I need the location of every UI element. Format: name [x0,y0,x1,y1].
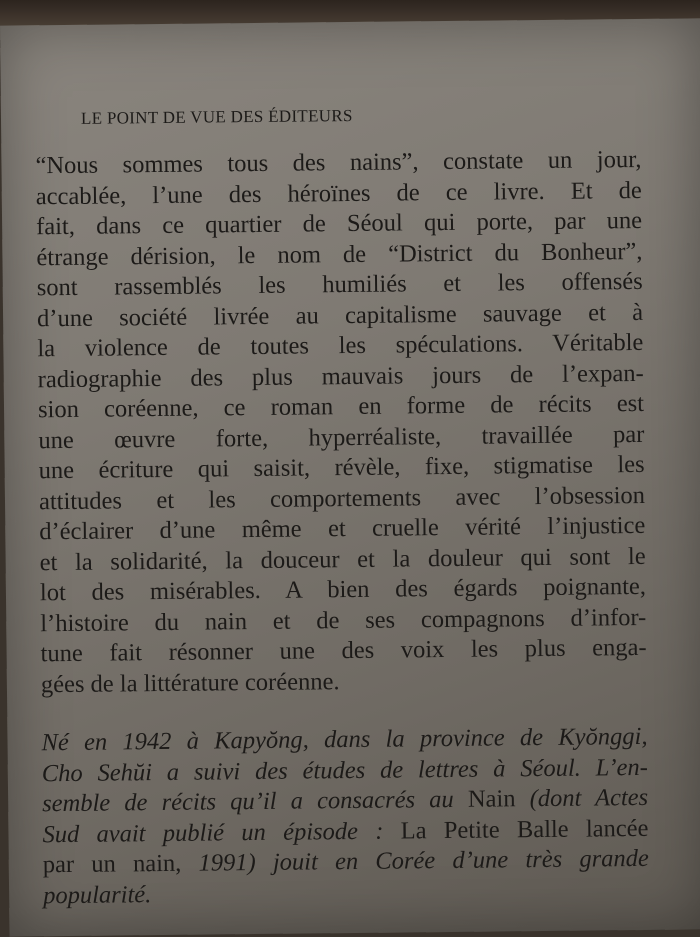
paragraph-line: lot des misérables. A bien des égards poignante, [39,572,647,607]
paragraph-line: gées de la littérature coréenne. [40,667,340,698]
section-heading: LE POINT DE VUE DES ÉDITEURS [80,105,353,128]
paragraph-line: d’éclairer d’une même et cruelle vérité l’injustice [39,511,646,546]
paragraph-line: accablée, l’une des héroïnes de ce livre. Et de [35,176,642,210]
paragraph-line: sont rassemblés les humiliés et les offensés [36,267,643,302]
page-content [35,103,649,911]
paragraph-line: radiographie des plus mauvais jours de l’expan- [37,359,644,393]
bio-line: popularité. [42,880,152,909]
paragraph-line: tune fait résonner une des voix les plus enga- [40,633,647,668]
paragraph-line: une écriture qui saisit, révèle, fixe, stigmatise les [38,450,645,485]
bio-line: Né en 1942 à Kapyŏng, dans la province de Kyŏnggi, [41,722,648,757]
paragraph-line: “Nous sommes tous des nains”, constate un jour, [35,145,642,180]
book-title-nain: Nain [467,785,516,813]
bio-line [43,844,649,881]
paragraph-line: attitudes et les comportements avec l’obsession [38,481,646,515]
bio-text: 1991) jouit en Corée d’une très grande [181,844,649,877]
book-title-petite-balle: La Petite Balle lancée [400,814,649,845]
bio-text: semble de récits qu’il a consacrés au [42,785,469,818]
paragraph-line: étrange dérision, le nom de “District du Bonheur”, [36,237,643,271]
bio-text: Sud avait publié un épisode : [42,817,401,848]
main-paragraph [35,145,647,700]
paragraph-line: une œuvre forte, hyperréaliste, travaillée par [38,420,645,454]
book-title-petite-balle-cont: par un nain, [42,849,182,879]
paragraph-line: et la solidarité, la douceur et la douleur qui sont le [39,542,646,576]
book-page [0,18,700,936]
paragraph-line: d’une société livrée au capitalisme sauvage et à [36,298,644,332]
paragraph-line: sion coréenne, ce roman en forme de récits est [37,389,645,424]
author-bio [41,722,649,911]
paragraph-line: la violence de toutes les spéculations. Véritable [37,328,644,363]
bio-text: (dont Actes [515,783,649,813]
paragraph-line: fait, dans ce quartier de Séoul qui porte, par une [35,206,643,241]
bio-line: Cho Sehŭi a suivi des études de lettres à Séoul. L’en- [41,753,648,787]
paragraph-line: l’histoire du nain et de ses compagnons d’infor- [40,603,647,637]
